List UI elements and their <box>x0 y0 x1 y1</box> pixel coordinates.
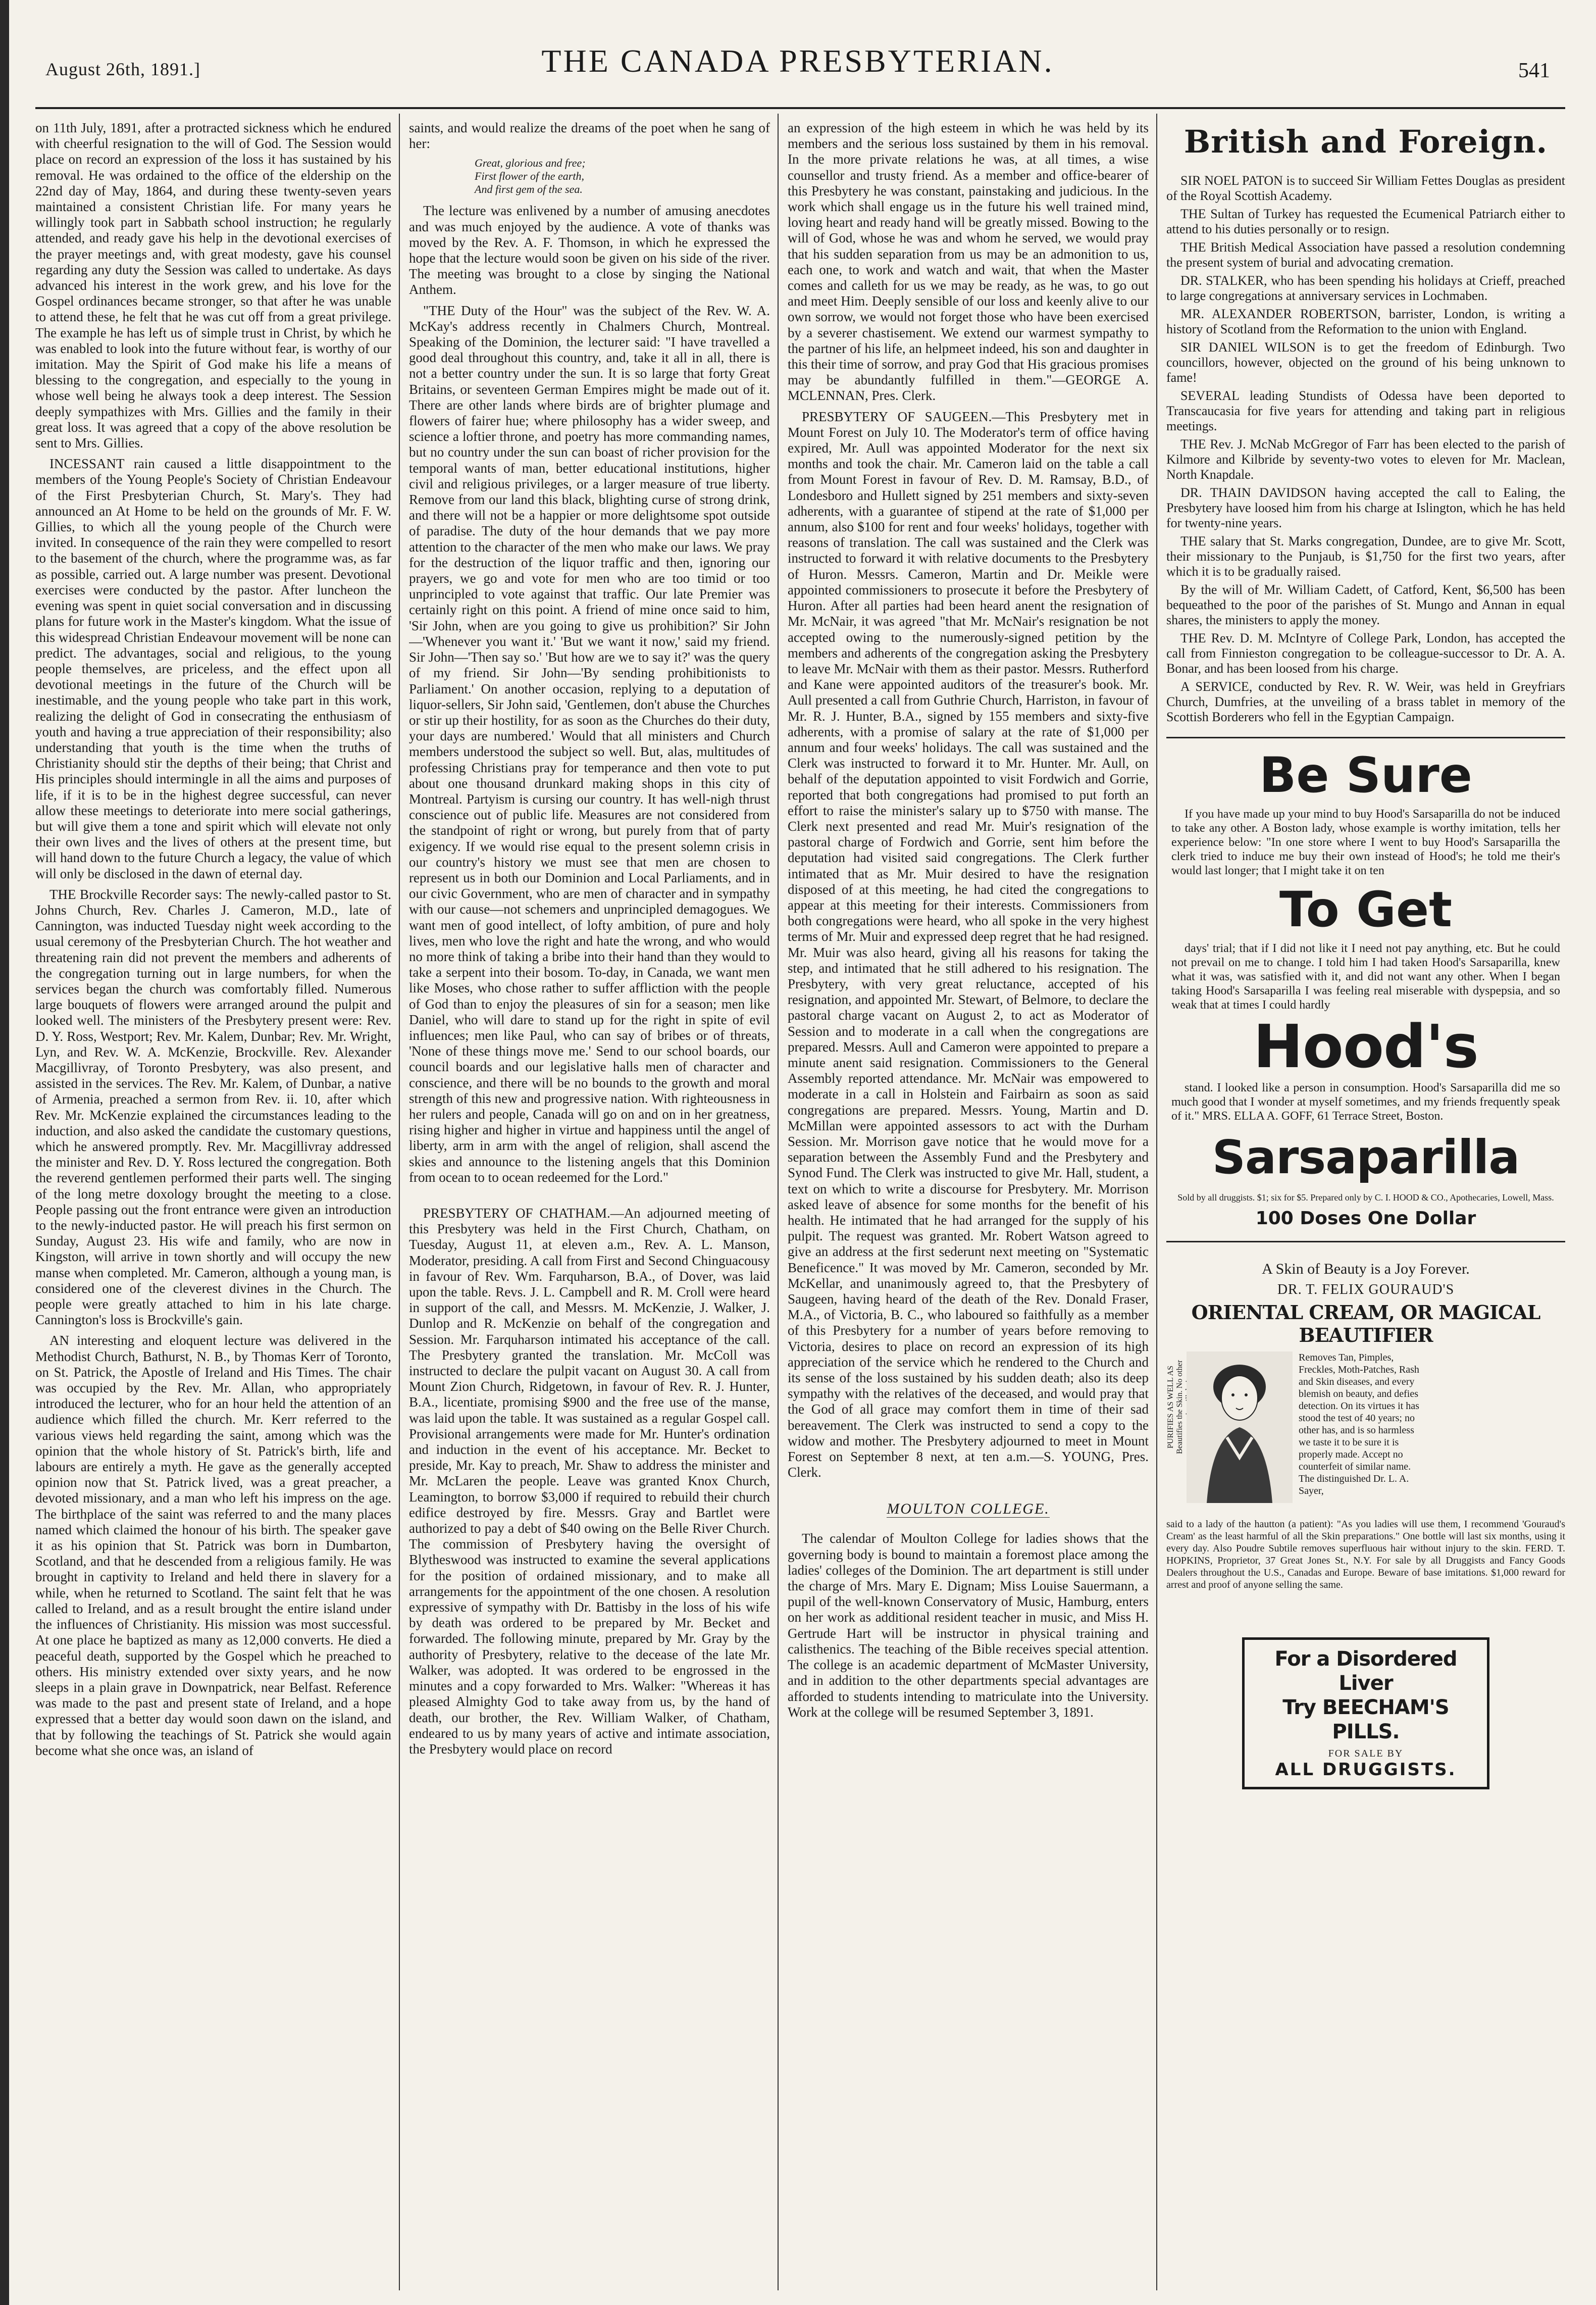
article-paragraph: an expression of the high esteem in which he was held by its members and the serious loss sustained by them in his removal. In the more private relations he was, at all times, a wise counsellor and trusty friend. As a member and office-bearer of this Presbytery he was constant, painstaking and judicious. In the work which shall engage us in the future his well trained mind, loving heart and ready hand will be greatly missed. Bowing to the will of God, whose he was and whom he served, we would pray that his sudden separation from us may be an admonition to us, each one, to work and watch and wait, that when the Master comes and calleth for us we may be ready, as he was, to go out and meet Him. Deeply sensible of our loss and keenly alive to our own sorrow, we would not forget those who have been exercised by a severer chastisement. We extend our warmest sympathy to the partner of his life, an helpmeet indeed, his son and daughter in this their time of sorrow, and pray God that His gracious promises may be abundantly fulfilled in them."—GEORGE A. MCLENNAN, Pres. Clerk. <box>788 120 1149 404</box>
issue-date: August 26th, 1891.] <box>45 59 200 79</box>
article-paragraph: INCESSANT rain caused a little disappointment to the members of the Young People's Society of Christian Endeavour of the First Presbyterian Church, St. Mary's. They had announced an At Home to be held on the grounds of Mr. F. W. Gillies, to which all the young people of the Church were invited. In consequence of the rain they were compelled to resort to the basement of the church, where the programme was, as far as possible, carried out. A large number was present. Devotional exercises were conducted by the pastor. After luncheon the evening was spent in quiet social conversation and in discussing plans for future work in the Master's kingdom. What the issue of this widespread Christian Endeavour movement will be none can predict. The advantages, social and religious, to the young people themselves, are priceless, and the effect upon all devotional meetings in the future of the Church will be inestimable, and the young people who take part in this work, realizing the delight of God in consecrating the enthusiasm of youth and having a true appreciation of their responsibility; also understanding that youth is the time when the truths of Christianity should stir the depths of their being; that Christ and His principles should intermingle in all the aims and purposes of life, if it is to be in the highest degree successful, can never allow these meetings to deteriorate into mere social gatherings, but will give them a tone and spirit which will elevate not only their own lives and the lives of others at the present time, but will hand down to the future Church a legacy, the value of which will only be disclosed in the dawn of eternal day. <box>35 456 391 881</box>
column-4 <box>1166 120 1565 2292</box>
news-item: THE Rev. J. McNab McGregor of Farr has been elected to the parish of Kilmore and Kilbride by seventy-two votes to eleven for Mr. Maclean, North Knapdale. <box>1166 437 1565 482</box>
beecham-advertisement <box>1242 1637 1489 1789</box>
ad-product: Sarsaparilla <box>1212 1130 1520 1184</box>
ad-headline: Be Sure <box>1259 747 1472 804</box>
poem-quote: Great, glorious and free; First flower of the earth, And first gem of the sea. <box>475 157 586 196</box>
article-paragraph: The calendar of Moulton College for ladies shows that the governing body is bound to maintain a foremost place among the ladies' colleges of the Dominion. The art department is still under the charge of Mrs. Mary E. Dignam; Miss Louise Sauermann, a pupil of the well-known Conservatory of Music, Hamburg, enters on her work as additional resident teacher in music, and Miss H. Gertrude Hart will be instructor in physical training and calisthenics. The teaching of the Bible receives special attention. The college is an academic department of McMaster University, and in addition to the other departments special advantages are afforded to students intending to matriculate into the University. Work at the college will be resumed September 3, 1891. <box>788 1531 1149 1720</box>
ad-headline: For a Disordered Liver <box>1274 1647 1457 1695</box>
ad-text: said to a lady of the hautton (a patient): "As you ladies will use them, I recommend 'Gouraud's Cream' as the least harmful of all the Skin preparations." One bottle will last six months, using it every day. Also Poudre Subtile removes superfluous hair without injury to the skin. FERD. T. HOPKINS, Proprietor, 37 Great Jones St., N.Y. For sale by all Druggists and Fancy Goods Dealers throughout the U.S., Canadas and Europe. Beware of base imitations. $1,000 reward for arrest and proof of anyone selling the same. <box>1166 1519 1565 1590</box>
column-divider <box>778 114 779 2290</box>
ad-tagline: A Skin of Beauty is a Joy Forever. <box>1262 1261 1470 1277</box>
article-paragraph: saints, and would realize the dreams of the poet when he sang of her: <box>409 120 770 152</box>
news-item: SIR DANIEL WILSON is to get the freedom of Edinburgh. Two councillors, however, objected on the ground of his being unknown to fame! <box>1166 340 1565 385</box>
article-paragraph: AN interesting and eloquent lecture was delivered in the Methodist Church, Bathurst, N. B., by Thomas Kerr of Toronto, on St. Patrick, the Apostle of Ireland and His Times. The chair was occupied by the Rev. Mr. Allan, who appropriately introduced the lecturer, who for an hour held the attention of an audience which filled the church. Mr. Kerr referred to the various views held regarding the saint, among which was the opinion that the whole history of St. Patrick's birth, life and labours are entirely a myth. He gave as the generally accepted opinion now that St. Patrick lived, was a great preacher, a devoted missionary, and a man who left his impress on the age. The birthplace of the saint was referred to and the many places named which claimed the honour of his birth. The speaker gave it as his opinion that St. Patrick was born in Dumbarton, Scotland, and that he descended from a religious family. He was brought in captivity to Ireland and held there in slavery for a while, when he returned to Scotland. The saint felt that he was called to Ireland, and as a result brought the entire island under the influences of Christianity. His mission was most successful. At one place he baptized as many as 12,000 converts. He died a peaceful death, supported by the Gospel which he preached to others. His ministry extended over sixty years, and he now sleeps in a plain grave in Downpatrick, near Belfast. Reference was made to the past and present state of Ireland, and a hope expressed that a better day would soon dawn on the island, and that by following the teachings of St. Patrick she would again become what she once was, an island of <box>35 1333 391 1758</box>
article-paragraph: PRESBYTERY OF CHATHAM.—An adjourned meeting of this Presbytery was held in the First Church, Chatham, on Tuesday, August 11, at eleven a.m., Rev. A. L. Manson, Moderator, presiding. A call from First and Second Chinguacousy in favour of Rev. Wm. Farquharson, B.A., of Dover, was laid upon the table. Revs. J. L. Campbell and R. M. Croll were heard in support of the call, and Messrs. M. McKenzie, J. Walker, J. Dunlop and R. McKenzie on behalf of the congregation and Session. Mr. Farquharson intimated his acceptance of the call. The Presbytery granted the translation. Mr. McColl was instructed to declare the pulpit vacant on August 30. A call from Mount Zion Church, Ridgetown, in favour of Rev. R. J. Hunter, B.A., licentiate, promising $900 and the free use of the manse, was laid upon the table. It was sustained as a regular Gospel call. Provisional arrangements were made for Mr. Hunter's ordination and induction in the event of his acceptance. Mr. Becket to preside, Mr. Kay to preach, Mr. Shaw to address the minister and Mr. McLaren the people. Leave was granted Knox Church, Leamington, to borrow $3,000 if required to rebuild their church edifice destroyed by fire. Messrs. Gray and Bartlet were authorized to pay a debt of $40 owing on the Belle River Church. The commission of Presbytery having the oversight of Blytheswood was instructed to examine the several applications for the position of ordained missionary, and to make all arrangements for the appointment of the one chosen. A resolution expressive of sympathy with Dr. Battisby in the loss of his wife by death was ordered to be prepared by Mr. Becket and forwarded. The following minute, prepared by Mr. Gray by the authority of Presbytery, relative to the decease of the late Mr. Walker, was adopted. It was ordered to be engrossed in the minutes and a copy forwarded to Mrs. Walker: "Whereas it has pleased Almighty God to take away from us, by the hand of death, our brother, the Rev. William Walker, of Chatham, endeared to us by many years of active and intimate association, the Presbytery would place on record <box>409 1206 770 1757</box>
article-paragraph: PRESBYTERY OF SAUGEEN.—This Presbytery met in Mount Forest on July 10. The Moderator's term of office having expired, Mr. Aull was appointed Moderator for the next six months and took the chair. Mr. Cameron laid on the table a call from Mount Forest in favour of Rev. D. M. Ramsay, B.D., of Londesboro and Hullett signed by 251 members and sixty-seven adherents, with a guarantee of stipend at the rate of $1,000 per annum, also $100 for rent and four weeks' holidays, together with reasons of translation. The call was sustained and the Clerk was instructed to forward it with relative documents to the Presbytery of Huron. Messrs. Cameron, Martin and Dr. Meikle were appointed commissioners to prosecute it before the Presbytery of Huron. After all parties had been heard anent the resignation of Mr. McNair, it was agreed "that Mr. McNair's resignation be not accepted owing to the numerously-signed petition by the members and adherents of the congregation asking the Presbytery to leave Mr. McNair with them as their pastor. Messrs. Rutherford and Kane were appointed auditors of the treasurer's book. Mr. Aull presented a call from Guthrie Church, Harriston, in favour of Mr. R. J. Hunter, B.A., signed by 155 members and sixty-five adherents, with a promise of salary at the rate of $1,000 per annum and four weeks' holidays. The call was sustained and the Clerk was instructed to forward it to Mr. Hunter. Mr. Aull, on behalf of the deputation appointed to visit Fordwich and Gorrie, reported that both congregations had promised to put forth an effort to raise the minister's salary up to $750 with manse. The Clerk next presented and read Mr. Muir's resignation of the pastoral charge of Fordwich and Gorrie, sent him before the deputation had visited said congregations. The Clerk further intimated that as Mr. Muir desired to have the resignation disposed of at this meeting, he had cited the congregations to appear at this meeting for their interests. Commissioners from both congregations were heard, who all spoke in the very highest terms of Mr. Muir and expressed deep regret that he had resigned. Mr. Muir was also heard, giving all his reasons for taking the step, and intimated that he still adhered to his resignation. The Presbytery, with very great reluctance, accepted of his resignation, and appointed Mr. Stewart, of Belmore, to declare the pastoral charge vacant on August 2, to act as Moderator of Session and to moderate in a call when the congregations are prepared. Messrs. Aull and Cameron were appointed to prepare a minute anent said resignation. Commissioners to the General Assembly reported attendance. Mr. McNair was empowered to moderate in a call in Holstein and Fairbairn as soon as said congregations are prepared. Messrs. Young, Martin and D. McMillan were appointed assessors to act with the Durham Session. Mr. Morrison gave notice that he would move for a separation between the Assembly Fund and the Presbytery and Synod Fund. The Clerk was instructed to give Mr. Hall, student, a text on which to write a discourse for Presbytery. Mr. Morrison asked leave of absence for some months for the benefit of his health. He intimated that he had arranged for the supply of his pulpit. The request was granted. Mr. Robert Watson agreed to give an address at the first sederunt next meeting on "Systematic Beneficence." It was moved by Mr. Cameron, seconded by Mr. McKellar, and unanimously agreed to, that the Presbytery of Saugeen, having heard of the death of the Rev. Donald Fraser, M.A., of Victoria, B. C., who laboured so faithfully as a member of this Presbytery for a number of years before removing to Victoria, desires to place on record an expression of its high appreciation of the service which he rendered to the Church and its sense of the loss sustained by his sudden death; also its deep sympathy with the relatives of the deceased, and would pray that the God of all grace may comfort them in time of their sad bereavement. The Clerk was instructed to send a copy to the widow and mother. The Presbytery adjourned to meet in Mount Forest on September 8 next, at ten a.m.—S. YOUNG, Pres. Clerk. <box>788 409 1149 1480</box>
news-item: THE Sultan of Turkey has requested the Ecumenical Patriarch either to attend to his duties personally or to resign. <box>1166 207 1565 236</box>
ad-text: If you have made up your mind to buy Hood's Sarsaparilla do not be induced to take any other. A Boston lady, whose example is worthy imitation, tells her experience below: "In one store where I went to buy Hood's Sarsaparilla the clerk tried to induce me buy their own instead of Hood's; he told me their's would last longer; that I might take it on ten <box>1171 808 1560 877</box>
binding-edge <box>0 0 9 2305</box>
ad-fineprint: Sold by all druggists. $1; six for $5. Prepared only by C. I. HOOD & CO., Apothecaries, Lowell, Mass. <box>1177 1192 1554 1202</box>
ad-text: stand. I looked like a person in consumption. Hood's Sarsaparilla did me so much good that I wonder at myself sometimes, and my friends frequently speak of it." MRS. ELLA A. GOFF, 61 Terrace Street, Boston. <box>1171 1081 1560 1123</box>
ad-brand: Hood's <box>1253 1012 1478 1081</box>
section-heading <box>788 1500 1149 1518</box>
ad-fineprint: FOR SALE BY <box>1328 1748 1404 1759</box>
column-divider <box>1156 114 1157 2290</box>
article-paragraph: The lecture was enlivened by a number of amusing anecdotes and was much enjoyed by the audience. A vote of thanks was moved by the Rev. A. F. Thomson, in which he expressed the hope that the lecture would soon be given on his side of the river. The meeting was brought to a close by singing the National Anthem. <box>409 203 770 297</box>
news-item: THE Rev. D. M. McIntyre of College Park, London, has accepted the call from Finnieston congregation to be colleague-successor to Dr. A. A. Bonar, and has been loosed from his charge. <box>1166 631 1565 676</box>
news-item: THE salary that St. Marks congregation, Dundee, are to give Mr. Scott, their missionary to the Punjaub, is $1,750 for the first two years, after which it is to be gradually raised. <box>1166 534 1565 579</box>
ad-product: ORIENTAL CREAM, OR MAGICAL BEAUTIFIER <box>1191 1301 1540 1346</box>
ad-product: Try BEECHAM'S PILLS. <box>1282 1696 1449 1743</box>
page-number: 541 <box>1518 59 1550 82</box>
newspaper-title: THE CANADA PRESBYTERIAN. <box>541 43 1054 79</box>
article-paragraph: on 11th July, 1891, after a protracted sickness which he endured with cheerful resignation to the will of God. The Session would place on record an expression of the loss it has sustained by his removal. He was ordained to the office of the eldership on the 22nd day of May, 1864, and during these twenty-seven years maintained a consistent Christian life. For many years he willingly took part in Sabbath school instruction; he regularly attended, and ready gave his help in the devotional exercises of the prayer meetings and, with great modesty, gave his counsel regarding any duty the Session was called to undertake. As days advanced his interest in the work grew, and his love for the Gospel ordinances became stronger, so that after he was unable to attend these, he felt that he was cut off from a great privilege. The example he has left us of simple trust in Christ, by which he was enabled to look into the future without fear, is worthy of our imitation. May the Spirit of God make his life a means of blessing to the congregation, and especially to the young in whose well being he always took a deep interest. The Session deeply sympathizes with Mrs. Gillies and the family in their great loss. It was agreed that a copy of the above resolution be sent to Mrs. Gillies. <box>35 120 391 451</box>
column-3 <box>788 120 1149 2292</box>
ad-body <box>1166 1351 1565 1624</box>
hoods-advertisement <box>1166 737 1565 1229</box>
news-item: DR. STALKER, who has been spending his holidays at Crieff, preached to large congregations at anniversary services in Lochmaben. <box>1166 273 1565 303</box>
section-heading-text: MOULTON COLLEGE. <box>887 1500 1050 1518</box>
ad-headline: To Get <box>1279 881 1452 938</box>
news-item: SEVERAL leading Stundists of Odessa have been deported to Transcaucasia for five years for attending and taking part in religious meetings. <box>1166 388 1565 433</box>
news-item: MR. ALEXANDER ROBERTSON, barrister, London, is writing a history of Scotland from the Reformation to the union with England. <box>1166 307 1565 336</box>
news-item: By the will of Mr. William Cadett, of Catford, Kent, $6,500 has been bequeathed to the poor of the parishes of St. Mungo and Annan in equal shares, the ministers to apply the money. <box>1166 582 1565 627</box>
news-item: THE British Medical Association have passed a resolution condemning the present system of burial and advocating cremation. <box>1166 240 1565 270</box>
news-item: SIR NOEL PATON is to succeed Sir William Fettes Douglas as president of the Royal Scottish Academy. <box>1166 173 1565 203</box>
news-items <box>1166 173 1565 725</box>
column-divider <box>399 114 400 2290</box>
section-title: British and Foreign. <box>1183 123 1548 160</box>
news-item: A SERVICE, conducted by Rev. R. W. Weir, was held in Greyfriars Church, Dumfries, at the unveiling of a brass tablet in memory of the Scottish Borderers who fell in the Egyptian Campaign. <box>1166 679 1565 724</box>
article-paragraph: "THE Duty of the Hour" was the subject of the Rev. W. A. McKay's address recently in Chalmers Church, Montreal. Speaking of the Dominion, the lecturer said: "I have travelled a good deal throughout this country, and, take it all in all, there is not a better country under the sun. It is so large that forty Great Britains, or seventeen German Empires might be made out of it. There are other lands where birds are of brighter plumage and flowers of fairer hue; where philosophy has a wider sweep, and science a loftier throne, and poetry has more commanding names, but no country under the sun can boast of richer provision for the temporal wants of man, better educational institutions, higher civil and religious privileges, or a larger measure of true liberty. Remove from our land this black, blighting curse of strong drink, and there will not be a happier or more delightsome spot outside of paradise. The duty of the hour demands that we pay more attention to the character of the men who make our laws. We pray for the destruction of the liquor traffic and then, ignoring our prayers, we go and vote for men who are too timid or too unprincipled to vote against that traffic. Our late Premier was certainly right on this point. A friend of mine once said to him, 'Sir John, when are you going to give us prohibition?' Sir John—'Whenever you want it.' 'But we want it now,' said my friend. Sir John—'Then say so.' 'But how are we to say it?' was the query of my friend. Sir John—'By sending prohibitionists to Parliament.' On another occasion, replying to a deputation of liquor-sellers, Sir John said, 'Gentlemen, don't abuse the Churches or stir up their hostility, for as soon as the Churches do their duty, your days are numbered.' Would that all ministers and Church members understood the subject so well. But, alas, multitudes of professing Christians pray for temperance and then vote to put about one thousand drunkard making shops in this city of Montreal. Partyism is cursing our country. It has well-nigh thrust conscience out of public life. Measures are not considered from the standpoint of right or wrong, but purely from that of party exigency. If we would rise equal to the present solemn crisis in our country's history we must see that men are chosen to represent us in both our Dominion and Local Parliaments, and in our civic Government, who are men of character and in sympathy with our cause—not schemers and unprincipled demagogues. We want men of good intellect, of lofty ambition, of pure and holy lives, men who love the right and hate the wrong, and who would no more think of taking a bribe into their hand than they would to take a serpent into their bosom. To-day, in Canada, we want men like Moses, who chose rather to suffer affliction with the people of God than to enjoy the pleasures of sin for a season; men like Daniel, who will dare to stand up for the right in spite of evil influences; men like Paul, who can say of bribes or of threats, 'None of these things move me.' Send to our school boards, our council boards and our legislative halls men of character and conscience, and there will be no bounds to the growth and moral strength of this new and progressive nation. With righteousness in her rulers and people, Canada will go on and on in her greatness, rising higher and higher in virtue and happiness until the angel of liberty, arm in arm with the angel of religion, shall ascend the skies and announce to the listening angels that this Dominion from ocean to to ocean redeemed for the Lord." <box>409 303 770 1185</box>
article-paragraph: THE Brockville Recorder says: The newly-called pastor to St. Johns Church, Rev. Charles J. Cameron, M.D., late of Cannington, was inducted Tuesday night week according to the usual ceremony of the Presbyterian Church. The hot weather and threatening rain did not prevent the members and adherents of the congregation turning out in large numbers, for when the services began the church was comfortably filled. Numerous large bouquets of flowers were arranged around the pulpit and looked well. The ministers of the Presbytery present were: Rev. D. Y. Ross, Westport; Rev. Mr. Kalem, Dunbar; Rev. Mr. Wright, Lyn, and Rev. W. A. McKenzie, Brockville. Rev. Alexander Macgillivray, of Toronto Presbytery, was also present, and assisted in the services. The Rev. Mr. Kalem, of Dunbar, a native of Armenia, preached a sermon from Rev. ii. 10, after which Rev. Mr. McKenzie explained the circumstances leading to the induction, and also asked the candidate the customary questions, which he answered promptly. Rev. Mr. Macgillivray addressed the minister and Rev. D. Y. Ross lectured the congregation. Both the reverend gentlemen performed their parts well. The singing of the long metre doxology brought the meeting to a close. People passing out the front entrance were given an introduction to the newly-inducted pastor. He will preach his first sermon on Sunday, August 23. His wife and family, who are now in Kingston, will arrive in town shortly and will occupy the new manse when completed. Mr. Cameron, although a young man, is considered one of the cleverest divines in the Church. The people were greatly attached to him in his late charge. Cannington's loss is Brockville's gain. <box>35 886 391 1328</box>
lady-portrait-illustration <box>1187 1351 1293 1503</box>
ad-maker: DR. T. FELIX GOURAUD'S <box>1277 1282 1455 1297</box>
column-2 <box>409 120 770 2292</box>
ad-text: days' trial; that if I did not like it I need not pay anything, etc. But he could not prevail on me to change. I told him I had taken Hood's Sarsaparilla, knew what it was, was satisfied with it, and did not want any other. When I began taking Hood's Sarsaparilla I was feeling real miserable with dyspepsia, and so weak that at times I could hardly <box>1171 942 1560 1012</box>
header-rule <box>35 107 1565 109</box>
ad-availability: ALL DRUGGISTS. <box>1275 1760 1457 1780</box>
column-1 <box>35 120 391 2292</box>
ad-text: Removes Tan, Pimples, Freckles, Moth-Patches, Rash and Skin diseases, and every blemish on beauty, and defies detection. On its virtues it has stood the test of 40 years; no other has, and is so harmless we taste it to be sure it is properly made. Accept no counterfeit of similar name. The distinguished Dr. L. A. Sayer, <box>1299 1352 1419 1496</box>
gouraud-advertisement <box>1166 1241 1565 1624</box>
ad-side-text: PURIFIES AS WELL AS Beautifies the Skin. No other <box>1166 1360 1184 1455</box>
news-item: DR. THAIN DAVIDSON having accepted the call to Ealing, the Presbytery have loosed him from his charge at Islington, which he has held for twenty-nine years. <box>1166 485 1565 530</box>
ad-price: 100 Doses One Dollar <box>1255 1208 1476 1229</box>
page-header <box>35 35 1560 111</box>
